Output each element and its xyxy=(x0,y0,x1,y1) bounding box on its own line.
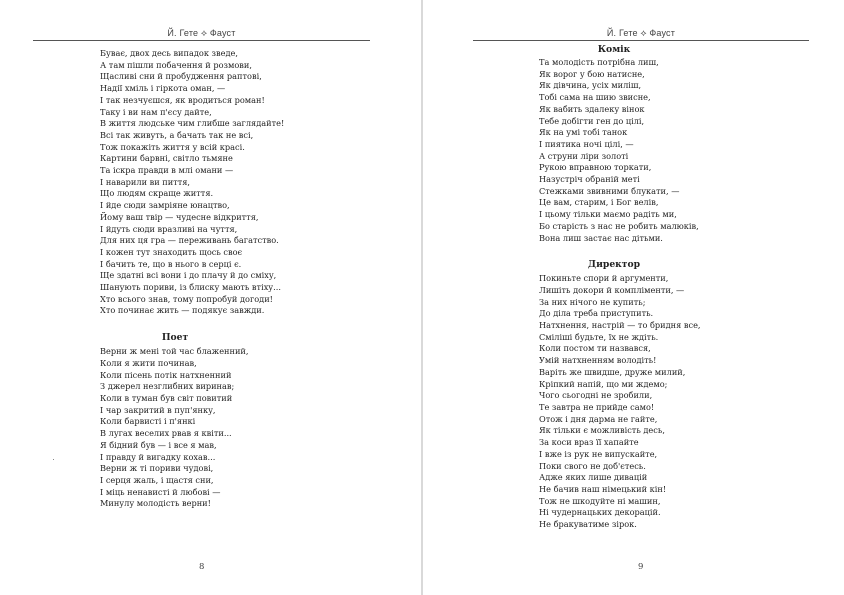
verse-line: І серця жаль, і щастя сни, xyxy=(100,474,214,485)
verse-line: З джерел незглибних виринав; xyxy=(100,381,235,392)
verse-line: Минулу молодість верни! xyxy=(100,498,211,509)
speaker-heading: Поет xyxy=(161,332,189,344)
stanza xyxy=(100,346,290,510)
verse-line: Те завтра не прийде само! xyxy=(539,401,655,412)
verse-line: Поки свого не доб'єтесь. xyxy=(539,460,646,471)
page-number: 9 xyxy=(638,562,644,572)
verse-line: Як на умі тобі танок xyxy=(539,127,628,138)
speaker-heading: Комік xyxy=(597,44,631,55)
poem-text xyxy=(100,48,290,510)
stanza xyxy=(539,273,729,530)
verse-line: За коси враз її хапайте xyxy=(539,437,639,448)
stanza xyxy=(539,57,729,244)
verse-line: Не бракуватиме зірок. xyxy=(539,519,637,530)
verse-line: Рукою вправною торкати, xyxy=(539,162,652,173)
header-rule xyxy=(473,40,809,41)
page-number: 8 xyxy=(199,562,205,572)
verse-line: І наварили ви пиття, xyxy=(100,176,191,187)
verse-line: І пиятика ночі цілі, — xyxy=(539,138,634,149)
verse-line: Адже яких лише дивацій xyxy=(539,472,648,483)
verse-line: Це вам, старим, і Бог велів, xyxy=(539,197,659,208)
verse-line: Йому ваш твір — чудесне відкриття, xyxy=(100,211,259,222)
verse-line: І йдуть сюди вразливі на чуття, xyxy=(100,223,238,234)
verse-line: Ні чудернацьких декорацій. xyxy=(539,507,661,518)
running-header: Й. Гете ⟡ Фауст xyxy=(606,28,676,38)
poem-text xyxy=(539,44,729,531)
verse-line: І правду й вигадку кохав... xyxy=(100,451,216,462)
verse-line: Коли барвисті і п'янкі xyxy=(100,416,196,427)
verse-line: Всі так живуть, а бачать так не всі, xyxy=(100,129,254,140)
verse-line: Назустріч обраній меті xyxy=(539,174,640,185)
verse-line: Вона лиш застає нас дітьми. xyxy=(539,232,663,243)
verse-line: І йде сюди замріяне юнацтво, xyxy=(100,200,230,211)
verse-line: До діла треба приступить. xyxy=(539,308,654,319)
verse-line: Для них ця гра — переживань багатство. xyxy=(100,235,279,246)
verse-line: Тебе добігти ген до цілі, xyxy=(539,115,645,126)
verse-line: Ще здатні всі вони і до плачу й до сміху, xyxy=(100,270,277,281)
verse-line: Коли пісень потік натхненний xyxy=(100,369,232,380)
verse-line: І бачить те, що в нього в серці є. xyxy=(100,258,242,269)
verse-line: І кожен тут знаходить щось своє xyxy=(100,246,243,257)
verse-line: Шанують пориви, із блиску мають втіху... xyxy=(100,282,281,293)
speaker-heading: Директор xyxy=(587,259,641,271)
verse-line: Тож не шкодуйте ні машин, xyxy=(539,495,661,506)
verse-line: В лугах веселих рвав я квіти... xyxy=(100,428,232,439)
verse-line: Буває, двох десь випадок зведе, xyxy=(100,48,238,58)
verse-line: Не бачив наш німецький кін! xyxy=(539,483,667,494)
verse-line: Коли в туман був світ повитий xyxy=(100,392,233,403)
verse-line: Що людям скраще життя. xyxy=(100,188,214,199)
print-speck xyxy=(53,459,54,460)
verse-line: Отож і дня дарма не гайте, xyxy=(539,413,658,424)
verse-line: Та молодість потрібна лиш, xyxy=(539,57,659,67)
verse-line: Верни ж мені той час блаженний, xyxy=(100,346,249,357)
verse-line: Стежками звивними блукати, — xyxy=(539,185,680,196)
verse-line: І так незчуєшся, як вродиться роман! xyxy=(100,94,265,105)
verse-line: Коли я жити починав, xyxy=(100,357,197,368)
verse-line: Умій натхненням володіть! xyxy=(539,355,657,366)
verse-line: А струни ліри золоті xyxy=(539,150,629,161)
verse-line: Як ворог у бою натисне, xyxy=(539,68,645,79)
verse-line: І цьому тільки маємо радіть ми, xyxy=(539,209,677,220)
verse-line: Бо старість з нас не робить малюків, xyxy=(539,220,699,231)
verse-line: Сміліші будьте, їх не ждіть. xyxy=(539,331,659,342)
verse-line: Як тільки є можливість десь, xyxy=(539,425,665,436)
verse-line: Покиньте спори й аргументи, xyxy=(539,273,669,284)
verse-line: Лишіть докори й компліменти, — xyxy=(539,284,685,295)
left-page xyxy=(0,0,421,595)
verse-line: В життя людське чим глибше заглядайте! xyxy=(100,118,285,129)
header-rule xyxy=(33,40,370,41)
verse-line: За них нічого не купить; xyxy=(539,296,646,307)
verse-line: Кріпкий напій, що ми ждемо; xyxy=(539,378,668,389)
verse-line: Хто починає жить — подякує завжди. xyxy=(100,305,265,316)
verse-line: Надії хміль і гіркота оман, — xyxy=(100,83,226,94)
verse-line: А там пішли побачення й розмови, xyxy=(100,59,252,70)
verse-line: Як вабить здалеку вінок xyxy=(539,103,645,114)
verse-line: І чар закритий в пуп'янку, xyxy=(100,404,216,415)
verse-line: Тож покажіть життя у всій красі. xyxy=(100,141,245,152)
verse-line: І вже із рук не випускайте, xyxy=(539,448,658,459)
verse-line: Щасливі сни й пробудження раптові, xyxy=(100,71,262,82)
verse-line: Я бідний був — і все я мав, xyxy=(100,439,217,450)
running-header: Й. Гете ⟡ Фауст xyxy=(167,28,236,38)
verse-line: Картини барвні, світло тьмяне xyxy=(100,153,233,164)
verse-line: Тобі сама на шию звисне, xyxy=(539,92,651,103)
verse-line: Коли постом ти назвався, xyxy=(539,343,651,354)
stanza xyxy=(100,48,290,317)
right-page xyxy=(423,0,844,595)
verse-line: Як дівчина, усіх миліш, xyxy=(539,80,642,91)
verse-line: Таку і ви нам п'єсу дайте, xyxy=(100,106,212,117)
verse-line: Верни ж ті пориви чудові, xyxy=(100,463,214,474)
verse-line: І міць ненависті й любові — xyxy=(100,486,221,497)
verse-line: Варіть же швидше, друже милий, xyxy=(539,366,686,377)
verse-line: Та іскра правди в млі омани — xyxy=(100,165,234,176)
verse-line: Натхнення, настрій — то бридня все, xyxy=(539,320,701,331)
verse-line: Чого сьогодні не зробили, xyxy=(539,390,653,401)
verse-line: Хто всього знав, тому попробуй догоди! xyxy=(100,293,273,304)
